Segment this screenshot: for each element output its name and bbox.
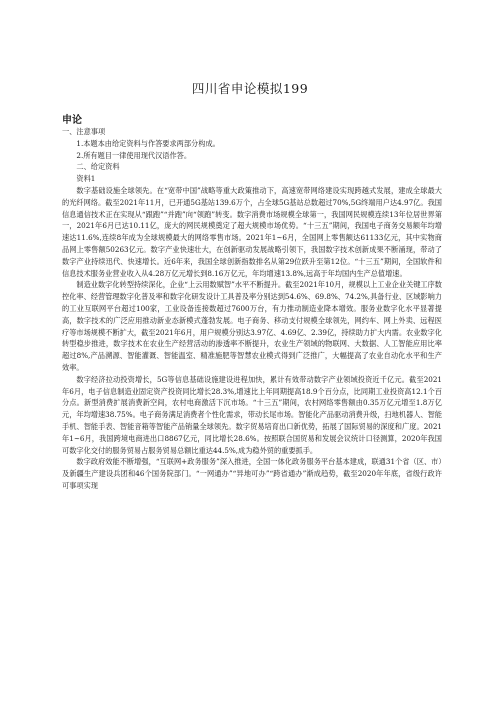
section-heading: 申论 — [62, 115, 82, 126]
paragraph: 数字基础设施全球领先。在“宽带中国”战略等重大政策推动下，高速宽带网络建设实现跨越式发展，建成全球最大的光纤网络。截至2021年11月，已开通5G基站139.6万个，占全球5G基站总数超过70%,5G终端用户达4.97亿。我国信息通信技术正在实现从“跟跑”“并跑”向“领跑”转变。数字消费市场规模全球第一，我国网民规模连续13年位居世界第一，2021年6月已达10.11亿，庞大的网民规模奠定了超大规模市场优势。“十三五”期间，我国电子商务交易额年均增速达11.6%,连续8年成为全球规模最大的网络零售市场。2021年1~6月，全国网上零售额达61133亿元，其中实物商品网上零售额50263亿元。数字产业快速壮大，在创新驱动发展战略引领下，我国数字技术创新成果不断涌现，带动了数字产业持续迅代、快速增长。近6年来，我国全球创新指数排名从第29位跃升至第12位。“十三五”期间，全国软件和信息技术服务业营业收入从4.28万亿元增长到8.16万亿元，年均增速13.8%,远高于年均国内生产总值增速。 — [62, 185, 442, 278]
paragraph: 数字政府效能不断增强，“互联网+政务服务”深入推进，全国一体化政务服务平台基本建成，联通31个省（区、市）及新疆生产建设兵团和46个国务院部门。“一网通办”“异地可办”“跨省通办”渐成趋势，截至2020年年底，省级行政许可事项实现 — [62, 457, 442, 490]
paragraph: 2.所有题目一律使用现代汉语作答。 — [76, 150, 192, 160]
paragraph: 1.本题本由给定资料与作答要求两部分构成。 — [76, 138, 220, 148]
paragraph: 二、给定资料 — [76, 162, 120, 172]
document-body — [62, 126, 442, 492]
page-title: 四川省申论模拟199 — [191, 81, 309, 96]
paragraph: 资料1 — [76, 174, 96, 184]
paragraph: 一、注意事项 — [62, 127, 106, 136]
paragraph: 制造业数字化转型持续深化，企业“上云用数赋智”水平不断提升。截至2021年10月，规模以上工业企业关键工序数控化率、经营管理数字化普及率和数字化研发设计工具普及率分别达到54.6%、69.8%、74.2%,具备行业、区域影响力的工业互联网平台超过100家，工业设备连接数超过7600万台，有力推动制造业降本增效。服务业数字化水平显著提高，数字技术的广泛应用推动新业态新模式蓬勃发展。电子商务、移动支付规模全球领先，网约车、网上外卖、远程医疗等市场规模不断扩大，截至2021年6月，用户规模分别达3.97亿、4.69亿、2.39亿，持续助力扩大内需。农业数字化转型稳步推进，数字技术在农业生产经营活动的渗透率不断提升，农业生产领域的物联网、大数据、人工智能应用比率超过8%,产品溯源、智能灌溉、智能温室、精准施肥等智慧农业模式得到广泛推广，大幅提高了农业自动化水平和生产效率。 — [62, 280, 442, 372]
paragraph: 数字经济拉动投资增长，5G等信息基础设施建设进程加快，累计有效带动数字产业领域投资近千亿元。截至2021年6月，电子信息制造业固定资产投资同比增长28.3%,增速比上年同期提高18.9个百分点，比同期工业投资高12.1个百分点。新型消费扩展消费新空间，农村电商激活下沉市场。“十三五”期间，农村网络零售额由0.35万亿元增至1.8万亿元，年均增速38.75%。电子商务满足消费者个性化需求，带动长尾市场。智能化产品驱动消费升级，扫地机器人、智能手机、智能手表、智能音箱等智能产品销量全球领先。数字贸易培育出口新优势，拓展了国际贸易的深度和广度。2021年1~6月，我国跨境电商进出口8867亿元，同比增长28.6%。按照联合国贸易和发展会议统计口径测算，2020年我国可数字化交付的服务贸易占服务贸易总额比重达44.5%,成为稳外贸的重要抓手。 — [62, 374, 442, 455]
